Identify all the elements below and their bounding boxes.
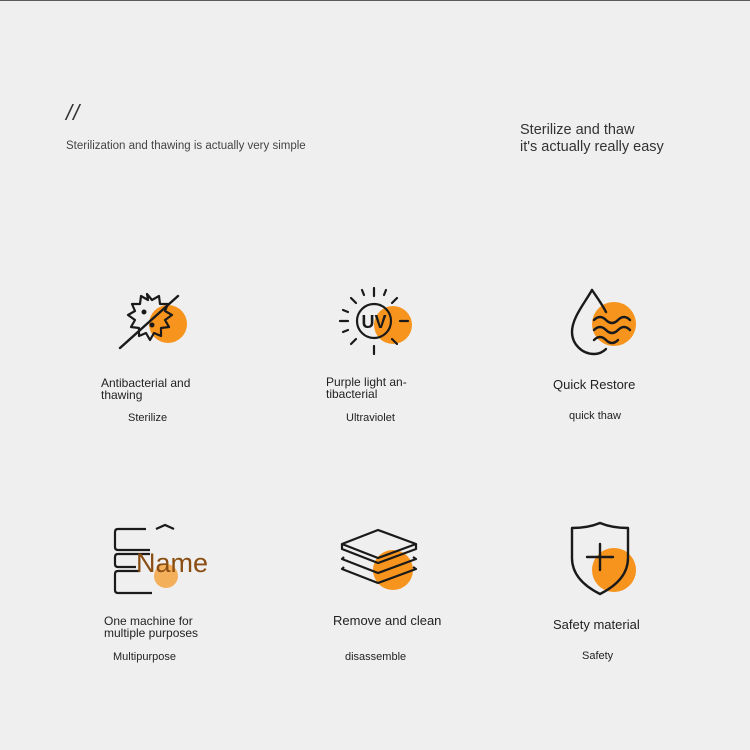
- tagline: [520, 122, 720, 156]
- feature-caption: Ultraviolet: [346, 412, 395, 424]
- svg-text:UV: UV: [361, 312, 387, 332]
- feature-label: One machine for multiple purposes: [104, 614, 199, 640]
- feature-caption: quick thaw: [569, 410, 621, 422]
- feature-label: Purple light an-tibacterial: [326, 375, 407, 401]
- feature-caption: Sterilize: [128, 412, 168, 424]
- section-marker: //: [66, 100, 81, 125]
- top-border: [0, 0, 750, 1]
- feature-label: Antibacterial and thawing: [101, 376, 191, 402]
- page-subtitle: Sterilization and thawing is actually very simple: [66, 140, 306, 152]
- layers-icon: [336, 524, 426, 604]
- virus-slash-icon: [110, 282, 200, 362]
- uv-sun-icon: [334, 282, 424, 362]
- feature-caption: Safety: [582, 650, 614, 662]
- overlay-name-text: Name: [136, 548, 209, 578]
- tagline-line-2: it's actually really easy: [520, 139, 664, 155]
- feature-label: Quick Restore: [553, 377, 636, 392]
- shield-plus-icon: [562, 518, 652, 598]
- feature-label: Safety material: [553, 617, 640, 632]
- tagline-line-1: Sterilize and thaw: [520, 122, 635, 138]
- feature-caption: disassemble: [345, 651, 407, 663]
- feature-caption: Multipurpose: [113, 651, 176, 663]
- feature-label: Remove and clean: [333, 613, 442, 628]
- water-drop-icon: [566, 284, 656, 364]
